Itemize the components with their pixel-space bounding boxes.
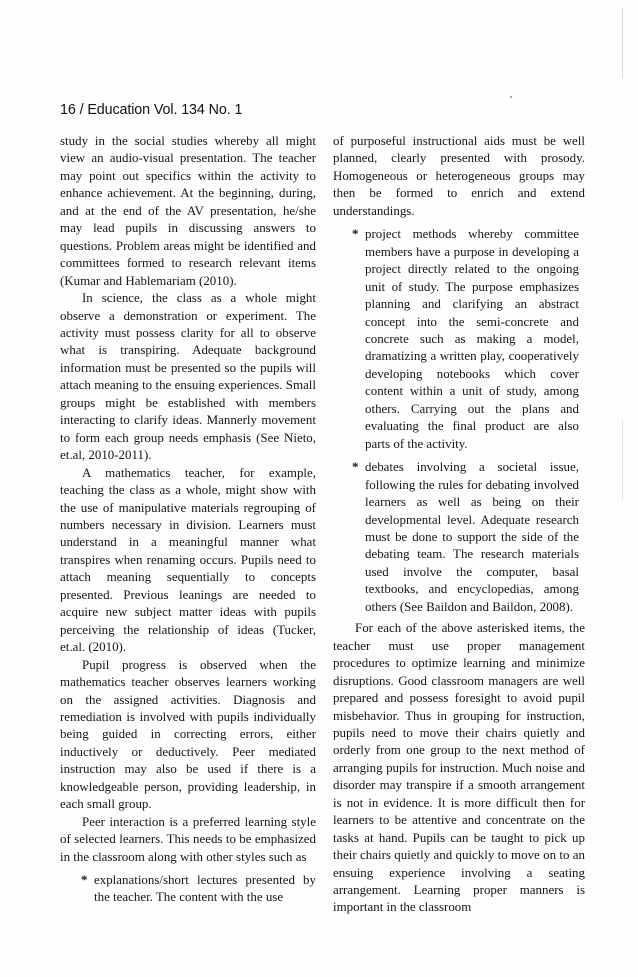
bullet-item [81, 871, 316, 906]
paragraph: study in the social studies whereby all might view an audio-visual presentation. The teacher may point out specifics within the activity to enhance achievement. At the beginning, during, and at the end of the AV presentation, he/she may lead pupils in discussing answers to questions. Problem areas might be identified and committees formed to research relevant items (Kumar and Hablemariam (2010). [60, 133, 316, 288]
bullet-continuation: of purposeful instructional aids must be well planned, clearly presented with prosody. Homogeneous or heterogeneous groups may then be formed to enrich and extend understandings. [333, 133, 585, 218]
scan-edge-line-top [622, 8, 623, 78]
bullet-text: explanations/short lectures presented by the teacher. The content with the use [94, 872, 316, 905]
paragraph: In science, the class as a whole might observe a demonstration or experiment. The activity must possess clarity for all to observe what is transpiring. Adequate background information must be presented so the pupils will attach meaning to the ensuing experiences. Small groups might be established with members interacting to clarify ideas. Mannerly movement to form each group needs emphasis (See Nieto, et.al, 2010-2011). [60, 290, 316, 463]
paragraph: Pupil progress is observed when the mathematics teacher observes learners working on the assigned activities. Diagnosis and remediation is involved with pupils individually being guided in correcting errors, either inductively or deductively. Peer mediated instruction may also be used if there is a knowledgeable person, providing leadership, in each small group. [60, 656, 316, 812]
bullet-item [352, 225, 579, 452]
asterisk-bullet-icon: * [81, 872, 88, 888]
left-column [60, 132, 316, 906]
asterisk-bullet-icon: * [352, 226, 359, 242]
bullet-text: debates involving a societal issue, following the rules for debating involved learners as well as being on their developmental level. Adequate research must be done to support the side of the debating team. The research materials used involve the computer, basal textbooks, and encyclopedias, among others (See Baildon and Baildon, 2008). [365, 459, 579, 614]
paragraph: Peer interaction is a preferred learning style of selected learners. This needs to be emphasized in the classroom along with other styles such as [60, 813, 316, 864]
bullet-text: project methods whereby committee members have a purpose in developing a project directly related to the ongoing unit of study. The purpose emphasizes planning and clarifying an abstract concept into the semi-concrete and concrete such as making a model, dramatizing a written play, cooperatively developing notebooks which cover content within a unit of study, among others. Carrying out the plans and evaluating the final product are also parts of the activity. [365, 226, 579, 451]
paragraph: For each of the above asterisked items, the teacher must use proper management procedures to optimize learning and minimize disruptions. Good classroom managers are well prepared and possess foresight to avoid pupil misbehavior. Thus in grouping for instruction, pupils need to move their chairs quietly and orderly from one group to the next method of arranging pupils for instruction. Much noise and disorder may transpire if a smooth arrangement is not in evidence. It is more difficult then for learners to be attentive and concentrate on the tasks at hand. Pupils can be taught to pick up their chairs quietly and quickly to move on to an ensuing experience involving a seating arrangement. Learning proper manners is important in the classroom [333, 620, 585, 915]
right-column [333, 132, 585, 916]
scan-edge-line-middle [622, 420, 623, 500]
paragraph: A mathematics teacher, for example, teaching the class as a whole, might show with the use of manipulative materials regrouping of numbers necessary in division. Learners must understand in a meaningful manner what transpires when renaming occurs. Pupils need to attach meaning sequentially to concepts presented. Previous leanings are needed to acquire new subject matter ideas with pupils perceiving the relationship of ideas (Tucker, et.al. (2010). [60, 464, 316, 655]
bullet-item [352, 458, 579, 615]
scan-speck [510, 96, 512, 98]
asterisk-bullet-icon: * [352, 459, 359, 475]
running-head: 16 / Education Vol. 134 No. 1 [60, 102, 243, 118]
